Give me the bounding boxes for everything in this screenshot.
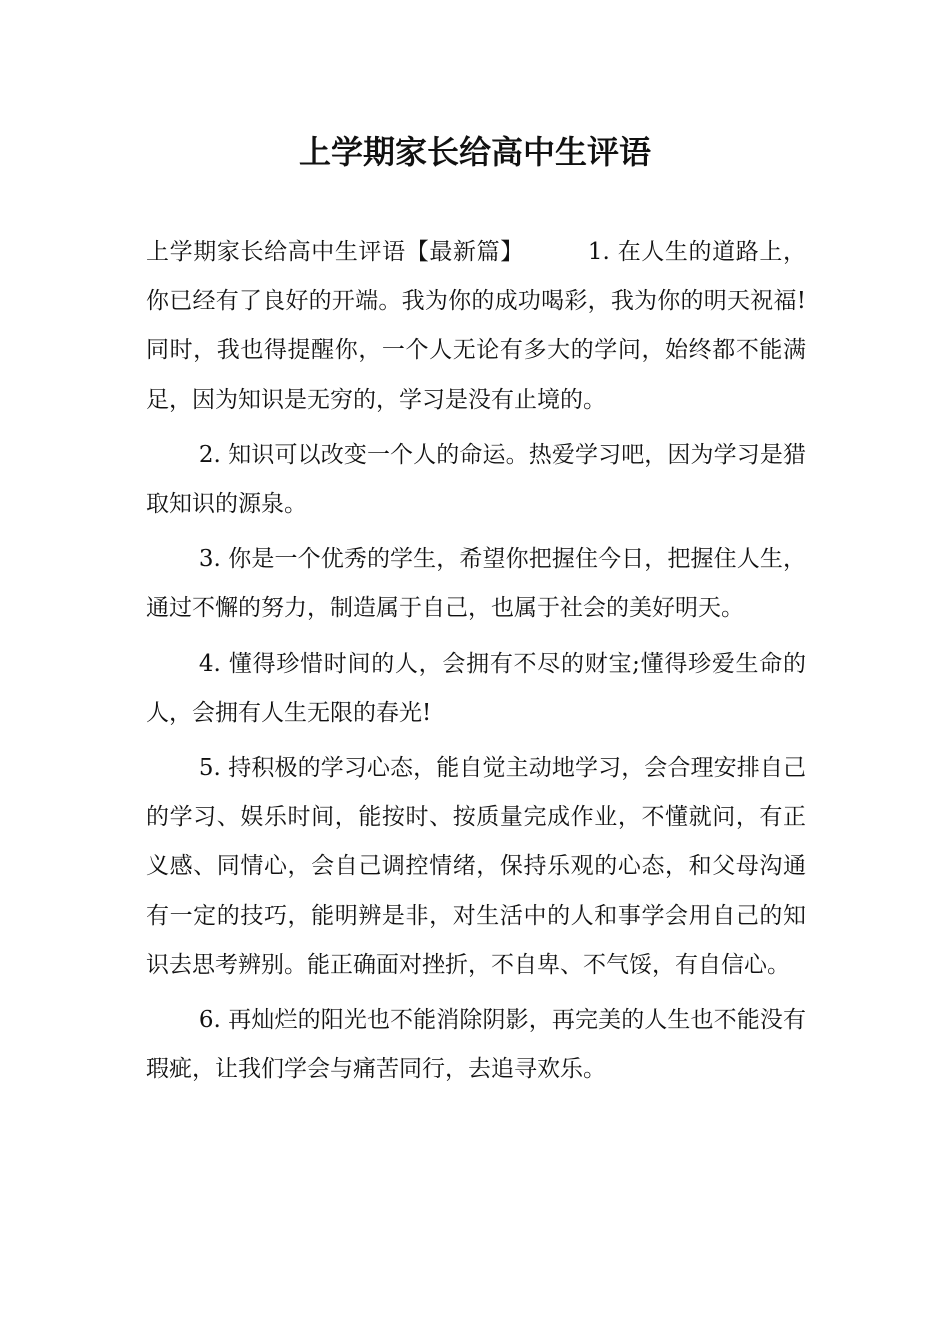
paragraph-5: 5. 持积极的学习心态，能自觉主动地学习，会合理安排自己的学习、娱乐时间，能按时、按质量完成作业，不懂就问，有正义感、同情心，会自己调控情绪，保持乐观的心态，和父母沟通有一定的技巧，能明辨是非，对生活中的人和事学会用自己的知识去思考辨别。能正确面对挫折，不自卑、不气馁，有自信心。: [146, 755, 806, 978]
paragraph-1: [146, 228, 806, 425]
paragraph-6: 6. 再灿烂的阳光也不能消除阴影，再完美的人生也不能没有瑕疵，让我们学会与痛苦同行，去追寻欢乐。: [146, 1007, 806, 1083]
document-title: 上学期家长给高中生评语: [298, 133, 651, 171]
document-body: [146, 228, 806, 1100]
paragraph-3: 3. 你是一个优秀的学生，希望你把握住今日，把握住人生，通过不懈的努力，制造属于自己，也属于社会的美好明天。: [146, 546, 806, 622]
intro-heading: 上学期家长给高中生评语【最新篇】: [146, 239, 524, 265]
paragraph-4: 4. 懂得珍惜时间的人，会拥有不尽的财宝;懂得珍爱生命的人，会拥有人生无限的春光!: [146, 650, 806, 726]
paragraph-1-text: 1. 在人生的道路上，你已经有了良好的开端。我为你的成功喝彩，我为你的明天祝福!同时，我也得提醒你，一个人无论有多大的学问，始终都不能满足，因为知识是无穷的，学习是没有止境的。: [146, 239, 806, 413]
paragraph-2: 2. 知识可以改变一个人的命运。热爱学习吧，因为学习是猎取知识的源泉。: [146, 441, 806, 518]
